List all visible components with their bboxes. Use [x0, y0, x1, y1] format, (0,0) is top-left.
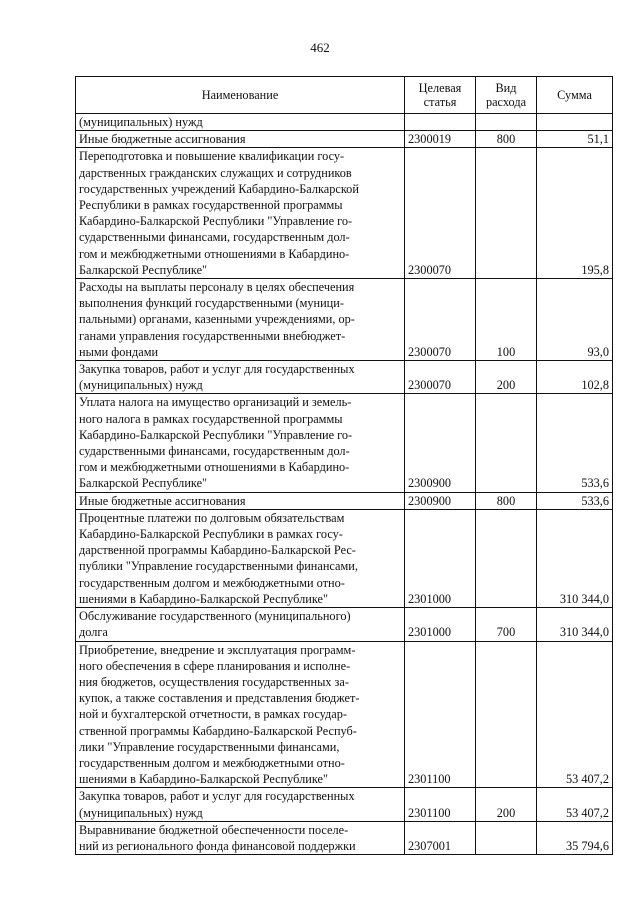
table-row [76, 114, 613, 131]
cell-name: (муниципальных) нужд [76, 114, 405, 131]
table-body [76, 114, 613, 855]
header-code-label: Целевая статья [418, 81, 462, 109]
header-type [476, 77, 537, 114]
cell-sum: 53 407,2 [537, 641, 613, 788]
table-row [76, 788, 613, 821]
table-row [76, 131, 613, 148]
cell-type [476, 821, 537, 854]
cell-code: 2301100 [405, 641, 476, 788]
table-row [76, 821, 613, 854]
table-row [76, 608, 613, 641]
cell-sum: 51,1 [537, 131, 613, 148]
cell-name: Приобретение, внедрение и эксплуатация программ- ного обеспечения в сфере планирования и исполне- ния бюджетов, осуществления государственных за- купок, а также составления и представления бюджет- ной и бухгалтерской отчетности, в рамках государ- ственной программы Кабардино-Балкарской Респуб- лики "Управление государственными финансами, государственным долгом и межбюджетными отно- шениями в Кабардино-Балкарской Республике" [76, 641, 405, 788]
cell-code: 2301000 [405, 509, 476, 607]
cell-type [476, 114, 537, 131]
header-name-label: Наименование [201, 88, 279, 102]
cell-code: 2300070 [405, 148, 476, 279]
page-number: 462 [310, 40, 330, 55]
cell-code: 2301000 [405, 608, 476, 641]
cell-name: Иные бюджетные ассигнования [76, 131, 405, 148]
cell-code: 2301100 [405, 788, 476, 821]
cell-code [405, 114, 476, 131]
header-code [405, 77, 476, 114]
cell-sum: 195,8 [537, 148, 613, 279]
header-type-label: Вид расхода [485, 81, 527, 109]
cell-name: Выравнивание бюджетной обеспеченности поселе- ний из регионального фонда финансовой поддержки [76, 821, 405, 854]
cell-type: 200 [476, 361, 537, 394]
cell-type: 100 [476, 279, 537, 361]
cell-sum: 310 344,0 [537, 509, 613, 607]
cell-name: Закупка товаров, работ и услуг для государственных (муниципальных) нужд [76, 788, 405, 821]
table-row [76, 509, 613, 607]
cell-type: 200 [476, 788, 537, 821]
cell-sum: 533,6 [537, 492, 613, 509]
cell-sum [537, 114, 613, 131]
table-row [76, 492, 613, 509]
header-name [76, 77, 405, 114]
cell-sum: 53 407,2 [537, 788, 613, 821]
table-row [76, 148, 613, 279]
cell-name: Закупка товаров, работ и услуг для государственных (муниципальных) нужд [76, 361, 405, 394]
table-header-row [76, 77, 613, 114]
cell-sum: 35 794,6 [537, 821, 613, 854]
cell-type: 700 [476, 608, 537, 641]
table-row [76, 394, 613, 492]
cell-code: 2300900 [405, 394, 476, 492]
cell-type [476, 148, 537, 279]
cell-name: Иные бюджетные ассигнования [76, 492, 405, 509]
cell-type [476, 394, 537, 492]
cell-type [476, 509, 537, 607]
cell-sum: 93,0 [537, 279, 613, 361]
header-sum [537, 77, 613, 114]
table-row [76, 279, 613, 361]
cell-code: 2300070 [405, 279, 476, 361]
cell-type: 800 [476, 492, 537, 509]
cell-name: Процентные платежи по долговым обязательствам Кабардино-Балкарской Республики в рамках госу- дарственной программы Кабардино-Балкарской Рес- публики "Управление государственными финансами, государственным долгом и межбюджетными отно- шениями в Кабардино-Балкарской Республике" [76, 509, 405, 607]
cell-sum: 102,8 [537, 361, 613, 394]
table-row [76, 361, 613, 394]
table-row [76, 641, 613, 788]
cell-type [476, 641, 537, 788]
cell-name: Расходы на выплаты персоналу в целях обеспечения выполнения функций государственными (муници- пальными) органами, казенными учреждениями, ор- ганами управления государственными внебюджет- ными фондами [76, 279, 405, 361]
header-sum-label: Сумма [557, 88, 592, 102]
cell-type: 800 [476, 131, 537, 148]
cell-name: Уплата налога на имущество организаций и земель- ного налога в рамках государственной программы Кабардино-Балкарской Республики "Управление го- сударственными финансами, государственным дол- гом и межбюджетными отношениями в Кабардино- Балкарской Республике" [76, 394, 405, 492]
cell-code: 2300900 [405, 492, 476, 509]
budget-table [75, 76, 613, 855]
cell-code: 2300070 [405, 361, 476, 394]
cell-name: Обслуживание государственного (муниципального) долга [76, 608, 405, 641]
cell-name: Переподготовка и повышение квалификации госу- дарственных гражданских служащих и сотрудников государственных учреждений Кабардино-Балкарской Республики в рамках государственной программы Кабардино-Балкарской Республики "Управление го- сударственными финансами, государственным дол- гом и межбюджетными отношениями в Кабардино- Балкарской Республике" [76, 148, 405, 279]
cell-code: 2300019 [405, 131, 476, 148]
cell-code: 2307001 [405, 821, 476, 854]
cell-sum: 310 344,0 [537, 608, 613, 641]
cell-sum: 533,6 [537, 394, 613, 492]
